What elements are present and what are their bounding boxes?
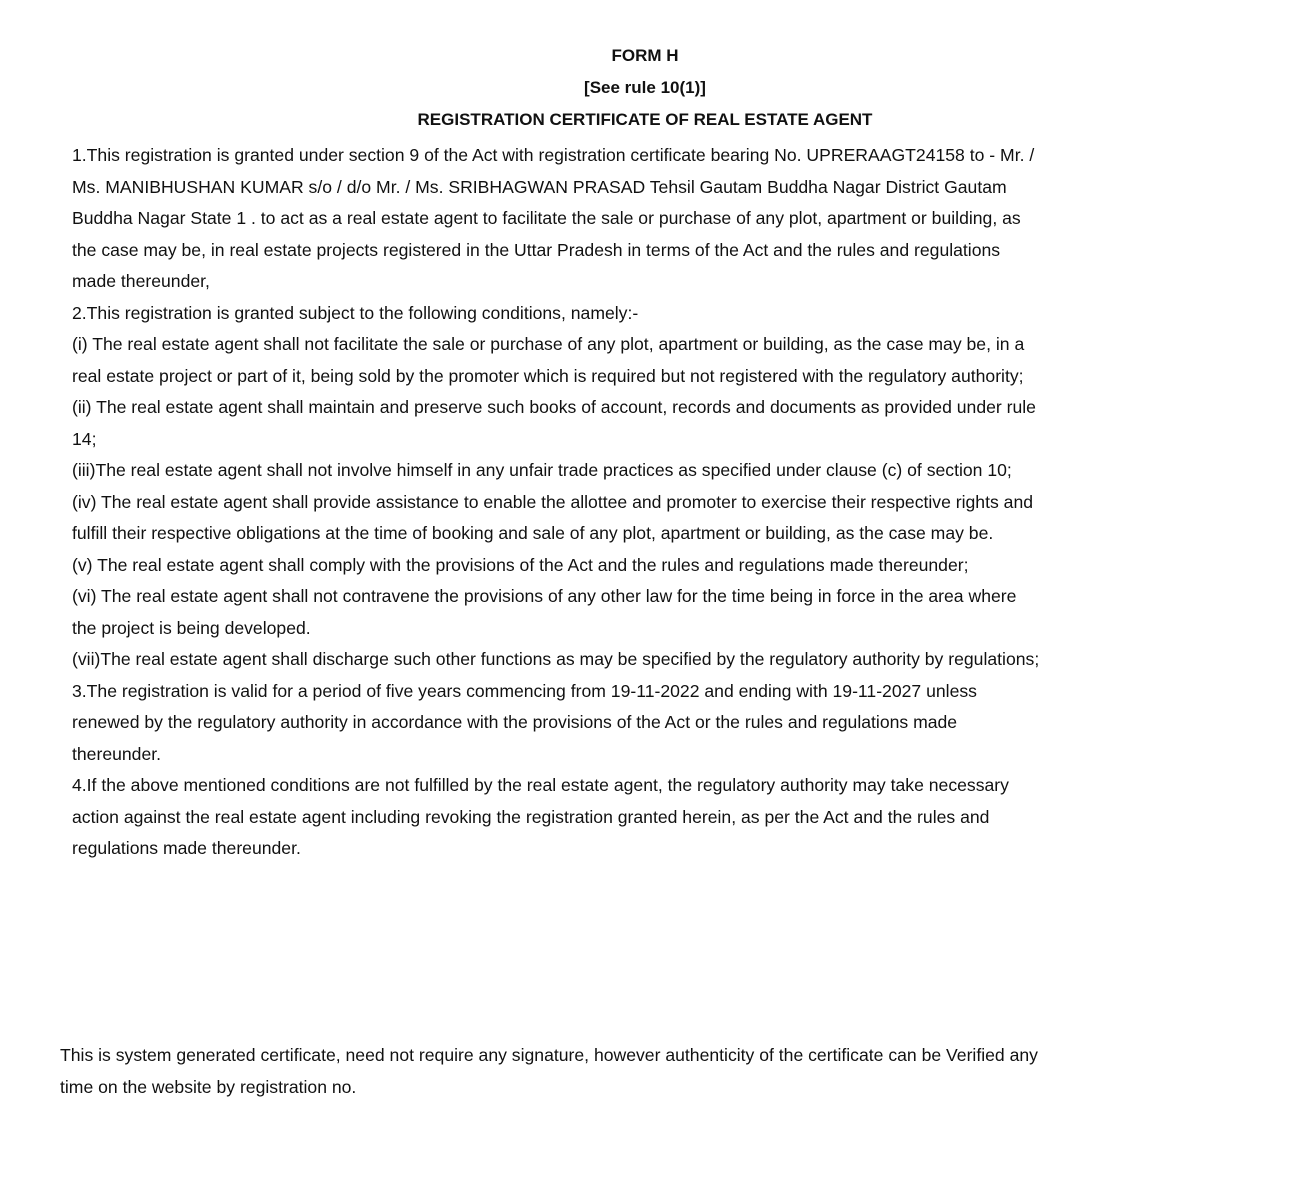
body-text-line: thereunder.	[72, 743, 162, 764]
body-text-line: (iii)The real estate agent shall not involve himself in any unfair trade practices as specified under clause (c) of section 10;	[72, 460, 1012, 480]
body-text-line: (vii)The real estate agent shall discharge such other functions as may be specified by the regulatory authority by regulations;	[72, 649, 1040, 669]
body-text-line: (vi) The real estate agent shall not contravene the provisions of any other law for the time being in force in the area where	[72, 586, 1017, 606]
body-text-line: 1.This registration is granted under section 9 of the Act with registration certificate bearing No. UPRERAAGT24158 to - Mr. /	[72, 145, 1035, 165]
body-text-line: action against the real estate agent including revoking the registration granted herein, as per the Act and the rules and	[72, 806, 990, 827]
body-text-line: fulfill their respective obligations at the time of booking and sale of any plot, apartment or building, as the case may be.	[72, 523, 994, 543]
body-text-line: 3.The registration is valid for a period of five years commencing from 19-11-2022 and ending with 19-11-2027 unless	[72, 680, 977, 701]
certificate-footer-note	[60, 1040, 1280, 1103]
form-title: FORM H	[611, 46, 679, 65]
body-text-line: 4.If the above mentioned conditions are not fulfilled by the real estate agent, the regulatory authority may take necessary	[72, 775, 1009, 795]
body-text-line: Buddha Nagar State 1 . to act as a real estate agent to facilitate the sale or purchase of any plot, apartment or building, as	[72, 208, 1021, 228]
footer-text-line: This is system generated certificate, need not require any signature, however authenticity of the certificate can be Verified any	[60, 1045, 1038, 1065]
body-text-line: real estate project or part of it, being sold by the promoter which is required but not registered with the regulatory authority;	[72, 365, 1024, 386]
footer-text-line: time on the website by registration no.	[60, 1076, 357, 1097]
body-text-line: made thereunder,	[72, 271, 210, 291]
body-text-line: renewed by the regulatory authority in accordance with the provisions of the Act or the rules and regulations made	[72, 712, 958, 732]
body-text-line: the project is being developed.	[72, 617, 311, 638]
body-text-line: (ii) The real estate agent shall maintain and preserve such books of account, records and documents as provided under rule	[72, 397, 1036, 417]
certificate-title: REGISTRATION CERTIFICATE OF REAL ESTATE AGENT	[417, 110, 873, 129]
body-text-line: (i) The real estate agent shall not facilitate the sale or purchase of any plot, apartment or building, as the case may be, in a	[72, 334, 1025, 354]
rule-reference: [See rule 10(1)]	[584, 78, 706, 97]
body-text-line: the case may be, in real estate projects registered in the Uttar Pradesh in terms of the Act and the rules and regulations	[72, 239, 1001, 260]
certificate-body	[72, 140, 1282, 865]
body-text-line: 2.This registration is granted subject to the following conditions, namely:-	[72, 302, 639, 323]
body-text-line: Ms. MANIBHUSHAN KUMAR s/o / d/o Mr. / Ms. SRIBHAGWAN PRASAD Tehsil Gautam Buddha Nagar District Gautam	[72, 176, 1007, 197]
body-text-line: (iv) The real estate agent shall provide assistance to enable the allottee and promoter to exercise their respective rights and	[72, 491, 1034, 512]
body-text-line: (v) The real estate agent shall comply with the provisions of the Act and the rules and regulations made thereunder;	[72, 554, 969, 575]
body-text-line: regulations made thereunder.	[72, 838, 301, 858]
body-text-line: 14;	[72, 428, 97, 449]
